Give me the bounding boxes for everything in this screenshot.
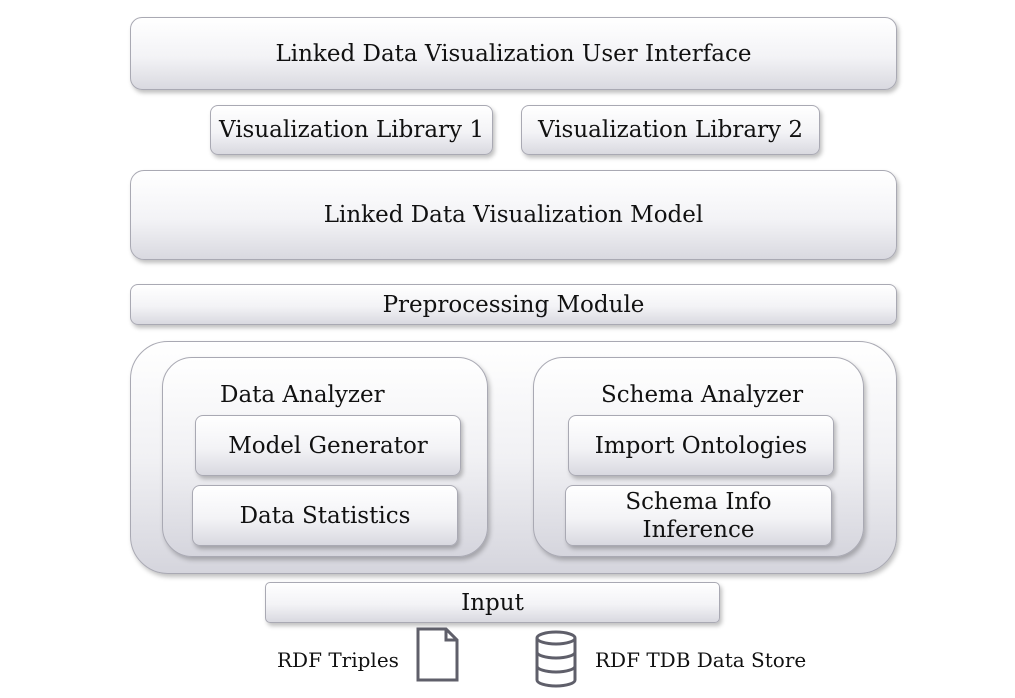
data-statistics-label: Data Statistics xyxy=(239,502,411,529)
import-ontologies-box xyxy=(568,415,834,476)
schema-info-inference-label: Schema Info Inference xyxy=(625,488,772,543)
visualization-library-2-box xyxy=(521,105,820,155)
model-box xyxy=(130,170,897,260)
import-ontologies-label: Import Ontologies xyxy=(594,432,808,459)
model-label: Linked Data Visualization Model xyxy=(323,202,704,228)
preprocessing-module-label: Preprocessing Module xyxy=(382,291,645,318)
data-statistics-box xyxy=(192,485,458,546)
ui-layer-box xyxy=(130,17,897,90)
visualization-library-2-label: Visualization Library 2 xyxy=(538,117,803,143)
preprocessing-module-box xyxy=(130,284,897,325)
input-label: Input xyxy=(461,589,524,616)
model-generator-label: Model Generator xyxy=(228,432,428,459)
schema-analyzer-title: Schema Analyzer xyxy=(601,382,804,408)
database-icon xyxy=(532,630,580,688)
visualization-library-1-label: Visualization Library 1 xyxy=(219,117,484,143)
document-icon xyxy=(412,627,462,683)
rdf-tdb-data-store-label: RDF TDB Data Store xyxy=(595,648,807,672)
input-box xyxy=(265,582,720,623)
model-generator-box xyxy=(195,415,461,476)
ui-layer-label: Linked Data Visualization User Interface xyxy=(275,40,752,67)
rdf-triples-label: RDF Triples xyxy=(277,648,399,672)
data-analyzer-title: Data Analyzer xyxy=(220,382,385,408)
visualization-library-1-box xyxy=(210,105,493,155)
schema-info-inference-box xyxy=(565,485,832,546)
